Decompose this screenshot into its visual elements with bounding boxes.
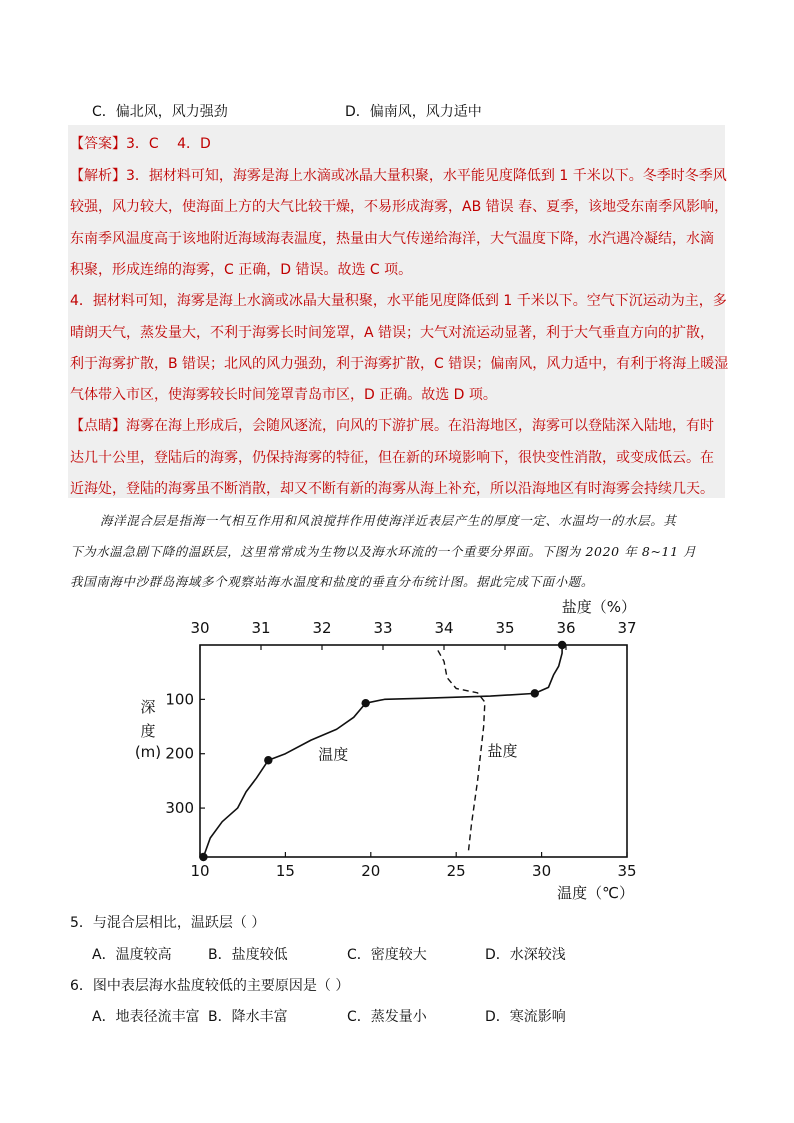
temperature-marker: [531, 689, 539, 697]
comment-line-1: 【点睛】海雾在海上形成后，会随风逐流，向风的下游扩展。在沿海地区，海雾可以登陆深入陆地，有时: [70, 418, 714, 434]
temperature-tick-label: 35: [617, 862, 637, 880]
salinity-tick-label: 35: [495, 619, 515, 637]
answer-text: 3．C 4．D: [126, 136, 211, 152]
q6-option-d: D．寒流影响: [485, 1009, 566, 1025]
depth-axis-title: (m): [134, 743, 162, 761]
temperature-marker: [199, 853, 207, 861]
analysis-line-8: 气体带入市区，使海雾较长时间笼罩青岛市区，D 正确。故选 D 项。: [70, 387, 497, 403]
q5-option-d: D．水深较浅: [485, 947, 566, 963]
depth-axis-title: 深: [140, 698, 156, 716]
temperature-marker: [361, 699, 369, 707]
analysis-tag: 【解析】: [70, 168, 126, 184]
salinity-curve: [438, 650, 485, 851]
analysis-line-1: 【解析】3．据材料可知，海雾是海上水滴或冰晶大量积聚，水平能见度降低到 1 千米以下。冬季时冬季风: [70, 168, 727, 184]
comment-tag: 【点睛】: [70, 418, 126, 434]
salinity-tick-label: 30: [190, 619, 210, 637]
analysis-line-2: 较强，风力较大，使海面上方的大气比较干燥，不易形成海雾，AB 错误 春、夏季，该地受东南季风影响，: [70, 199, 729, 215]
option-d: D．偏南风，风力适中: [345, 104, 482, 120]
depth-axis-title: 度: [140, 722, 156, 740]
temperature-tick-label: 25: [446, 862, 466, 880]
plot-frame: [200, 645, 627, 857]
temperature-marker: [264, 756, 272, 764]
temperature-tick-label: 15: [275, 862, 295, 880]
temperature-tick-label: 20: [361, 862, 381, 880]
q6-option-a: A．地表径流丰富: [92, 1009, 200, 1025]
q6-option-b: B．降水丰富: [208, 1009, 288, 1025]
temperature-marker: [558, 641, 566, 649]
question-6-stem: 6．图中表层海水盐度较低的主要原因是（ ）: [70, 978, 350, 994]
salinity-tick-label: 34: [434, 619, 454, 637]
comment-line-2: 达几十公里，登陆后的海雾，仍保持海雾的特征，但在新的环境影响下，很快变性消散，或变成低云。在: [70, 450, 714, 466]
analysis-line-7: 利于海雾扩散，B 错误；北风的风力强劲，利于海雾扩散，C 错误；偏南风，风力适中，有利于将海上暖湿: [70, 356, 729, 372]
comment-line-3: 近海处，登陆的海雾虽不断消散，却又不断有新的海雾从海上补充，所以沿海地区有时海雾会持续几天。: [70, 481, 714, 497]
temperature-tick-label: 30: [532, 862, 552, 880]
q5-option-c: C．密度较大: [347, 947, 427, 963]
passage-line-3: 我国南海中沙群岛海域多个观察站海水温度和盐度的垂直分布统计图。据此完成下面小题。: [70, 574, 595, 589]
salinity-tick-label: 32: [312, 619, 332, 637]
option-c: C．偏北风，风力强劲: [92, 104, 228, 120]
depth-tick-label: 200: [165, 744, 194, 763]
analysis-line-6: 晴朗天气，蒸发量大，不利于海雾长时间笼罩，A 错误；大气对流运动显著，利于大气垂直方向的扩散，: [70, 325, 715, 341]
q5-option-b: B．盐度较低: [208, 947, 288, 963]
salinity-tick-label: 37: [617, 619, 637, 637]
temperature-tick-label: 10: [190, 862, 210, 880]
series-label: 温度: [318, 745, 349, 764]
salinity-tick-label: 33: [373, 619, 393, 637]
analysis-line-3: 东南季风温度高于该地附近海域海表温度，热量由大气传递给海洋，大气温度下降，水汽遇冷凝结，水滴: [70, 231, 714, 247]
temperature-axis-title: 温度（℃）: [557, 884, 634, 902]
salinity-axis-title: 盐度（%）: [561, 598, 636, 616]
analysis-line-4: 积聚，形成连绵的海雾，C 正确，D 错误。故选 C 项。: [70, 262, 413, 278]
salinity-tick-label: 31: [251, 619, 271, 637]
depth-tick-label: 300: [165, 799, 194, 818]
analysis-line-5: 4．据材料可知，海雾是海上水滴或冰晶大量积聚，水平能见度降低到 1 千米以下。空气下沉运动为主，多: [70, 293, 727, 309]
passage-line-1: 海洋混合层是指海一气相互作用和风浪搅拌作用使海洋近表层产生的厚度一定、水温均一的水层。其: [100, 513, 677, 528]
question-5-stem: 5．与混合层相比，温跃层（ ）: [70, 915, 266, 931]
depth-tick-label: 100: [165, 690, 194, 709]
answer-tag: 【答案】: [70, 136, 126, 152]
passage-line-2: 下为水温急剧下降的温跃层，这里常常成为生物以及海水环流的一个重要分界面。下图为 2020 年 8~11 月: [70, 544, 697, 559]
q5-option-a: A．温度较高: [92, 947, 172, 963]
series-label: 盐度: [487, 741, 518, 760]
salinity-tick-label: 36: [556, 619, 576, 637]
q6-option-c: C．蒸发量小: [347, 1009, 427, 1025]
